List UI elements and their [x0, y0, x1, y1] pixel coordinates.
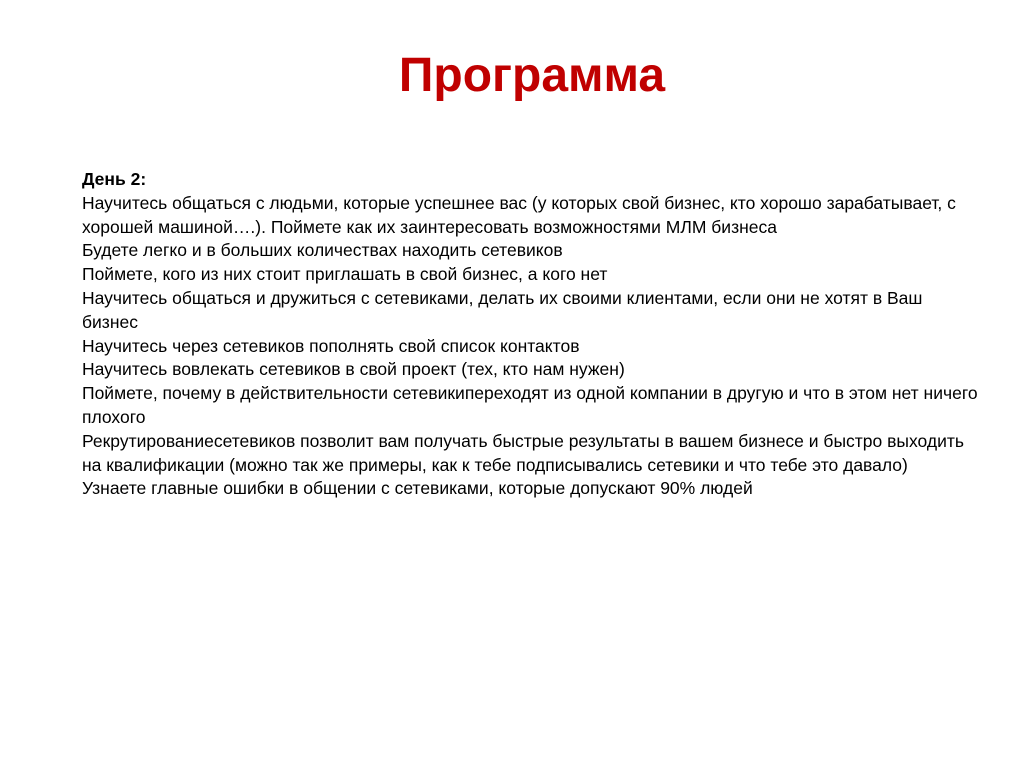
- program-list: [82, 192, 982, 501]
- program-item: Узнаете главные ошибки в общении с сетевиками, которые допускают 90% людей: [82, 478, 753, 499]
- program-item: Будете легко и в больших количествах находить сетевиков: [82, 240, 563, 261]
- program-item: Поймете, почему в действительности сетевикипереходят из одной компании в другую и что в этом нет ничего плохого: [82, 383, 978, 427]
- program-item: Научитесь общаться с людьми, которые успешнее вас (у которых свой бизнес, кто хорошо зарабатывает, с хорошей машиной….). Поймете как их заинтересовать возможностями МЛМ бизнеса: [82, 192, 956, 237]
- program-item: Научитесь общаться и дружиться с сетевиками, делать их своими клиентами, если они не хотят в Ваш бизнес: [82, 287, 923, 332]
- program-item: Поймете, кого из них стоит приглашать в свой бизнес, а кого нет: [82, 264, 608, 285]
- slide-title: Программа: [398, 49, 666, 102]
- slide-body: [82, 168, 982, 501]
- program-item: Научитесь через сетевиков пополнять свой список контактов: [82, 335, 580, 356]
- program-item: Рекрутированиесетевиков позволит вам получать быстрые результаты в вашем бизнесе и быстро выходить на квалификации (можно так же примеры, как к тебе подписывались сетевики и что тебе это давало): [82, 430, 965, 475]
- program-item: Научитесь вовлекать сетевиков в свой проект (тех, кто нам нужен): [82, 359, 625, 380]
- day-heading: День 2:: [82, 169, 147, 189]
